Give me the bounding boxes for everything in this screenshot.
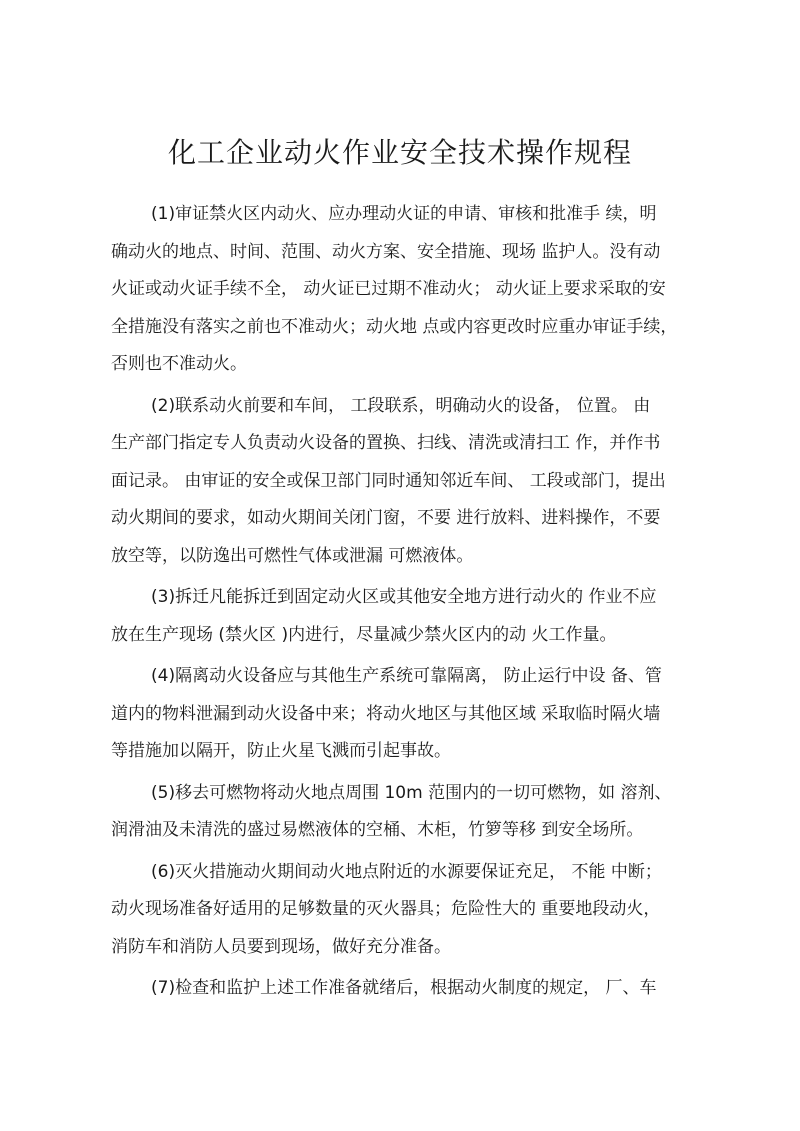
paragraph-line: (6)灭火措施动火期间动火地点附近的水源要保证充足， 不能 中断； — [151, 861, 662, 882]
paragraph-line: 动火期间的要求，如动火期间关闭门窗，不要 进行放料、进料操作，不要 — [111, 508, 661, 528]
document-title: 化工企业动火作业安全技术操作规程 — [167, 136, 632, 169]
paragraph-line: 等措施加以隔开，防止火星飞溅而引起事故。 — [111, 741, 451, 761]
paragraph-line: 道内的物料泄漏到动火设备中来；将动火地区与其他区域 采取临时隔火墙 — [111, 703, 661, 724]
paragraph-line: 放空等，以防逸出可燃性气体或泄漏 可燃液体。 — [111, 545, 474, 566]
paragraph-line: 动火现场准备好适用的足够数量的灭火器具；危险性大的 重要地段动火， — [111, 899, 661, 919]
paragraph-6 — [111, 854, 691, 967]
paragraph-7 — [111, 970, 691, 1008]
paragraph-line: 消防车和消防人员要到现场，做好充分准备。 — [111, 936, 451, 957]
paragraph-1 — [111, 196, 691, 384]
paragraph-line: (1)审证禁火区内动火、应办理动火证的申请、审核和批准手 续，明 — [151, 204, 657, 224]
paragraph-line: 全措施没有落实之前也不准动火；动火地 点或内容更改时应重办审证手续， — [111, 316, 678, 337]
paragraph-line: (2)联系动火前要和车间， 工段联系，明确动火的设备， 位置。 由 — [151, 395, 651, 416]
paragraph-line: 润滑油及未清洗的盛过易燃液体的空桶、木柜，竹箩等移 到安全场所。 — [111, 820, 644, 840]
paragraph-line: 确动火的地点、时间、范围、动火方案、安全措施、现场 监护人。没有动 — [111, 241, 661, 262]
paragraph-line: (7)检查和监护上述工作准备就绪后，根据动火制度的规定， 厂、车 — [151, 978, 657, 998]
document-body — [111, 196, 691, 1012]
paragraph-line: 面记录。 由审证的安全或保卫部门同时通知邻近车间、 工段或部门，提出 — [111, 470, 666, 491]
paragraph-line: (4)隔离动火设备应与其他生产系统可靠隔离， 防止运行中设 备、管 — [151, 666, 662, 686]
paragraph-line: (5)移去可燃物将动火地点周围 10m 范围内的一切可燃物，如 溶剂、 — [151, 782, 672, 803]
paragraph-3 — [111, 579, 691, 654]
paragraph-line: 火证或动火证手续不全， 动火证已过期不准动火； 动火证上要求采取的安 — [111, 279, 666, 299]
paragraph-5 — [111, 775, 691, 850]
paragraph-4 — [111, 658, 691, 771]
paragraph-line: 否则也不准动火。 — [111, 354, 247, 374]
paragraph-line: 放在生产现场 (禁火区 )内进行，尽量减少禁火区内的动 火工作量。 — [111, 624, 617, 645]
paragraph-line: 生产部门指定专人负责动火设备的置换、扫线、清洗或清扫工 作，并作书 — [111, 433, 661, 453]
paragraph-line: (3)拆迁凡能拆迁到固定动火区或其他安全地方进行动火的 作业不应 — [151, 587, 657, 607]
paragraph-2 — [111, 388, 691, 576]
